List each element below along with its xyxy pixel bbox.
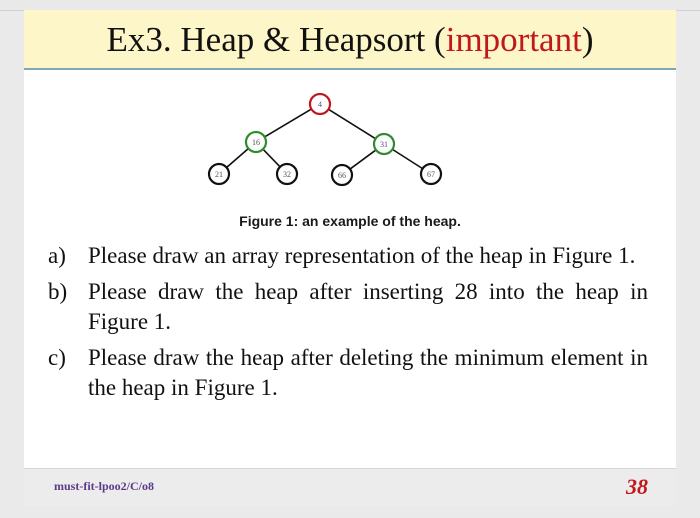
heap-node-label: 21 — [215, 170, 223, 179]
heap-nodes — [209, 94, 441, 185]
heap-node — [332, 165, 352, 185]
slide — [24, 10, 676, 505]
heap-node — [246, 132, 266, 152]
heap-node-label: 31 — [380, 140, 388, 149]
heap-node — [374, 134, 394, 154]
heap-edge — [350, 150, 376, 169]
heap-figure — [24, 10, 676, 210]
heap-node — [277, 164, 297, 184]
heap-node-label: 66 — [338, 171, 346, 180]
heap-node-label: 67 — [427, 170, 435, 179]
page-number: 38 — [626, 474, 648, 499]
heap-node-label: 4 — [318, 100, 322, 109]
slide-title-accent: important — [445, 20, 582, 59]
question-item — [48, 277, 648, 337]
slide-title-main: Ex3. Heap & Heapsort ( — [106, 20, 446, 59]
question-list — [48, 241, 648, 409]
question-text: Please draw an array representation of the heap in Figure 1. — [88, 243, 636, 268]
slide-footer — [24, 468, 676, 506]
question-item — [48, 343, 648, 403]
question-marker: b) — [48, 279, 68, 304]
heap-edge — [263, 149, 280, 167]
heap-edge — [227, 149, 249, 168]
question-item — [48, 241, 648, 271]
footer-course-code: must-fit-lpoo2/C/o8 — [54, 479, 154, 493]
question-marker: c) — [48, 345, 66, 370]
question-text: Please draw the heap after inserting 28 into the heap in Figure 1. — [88, 279, 648, 334]
heap-node-label: 16 — [252, 138, 260, 147]
heap-edge — [265, 109, 312, 137]
heap-node — [209, 164, 229, 184]
heap-node-label: 32 — [283, 170, 291, 179]
heap-edge — [328, 109, 375, 138]
heap-edge — [392, 149, 422, 168]
slide-title-end: ) — [581, 20, 594, 59]
heap-node — [421, 164, 441, 184]
figure-caption: Figure 1: an example of the heap. — [239, 213, 461, 229]
question-marker: a) — [48, 243, 66, 268]
heap-node — [310, 94, 330, 114]
question-text: Please draw the heap after deleting the minimum element in the heap in Figure 1. — [88, 345, 648, 400]
